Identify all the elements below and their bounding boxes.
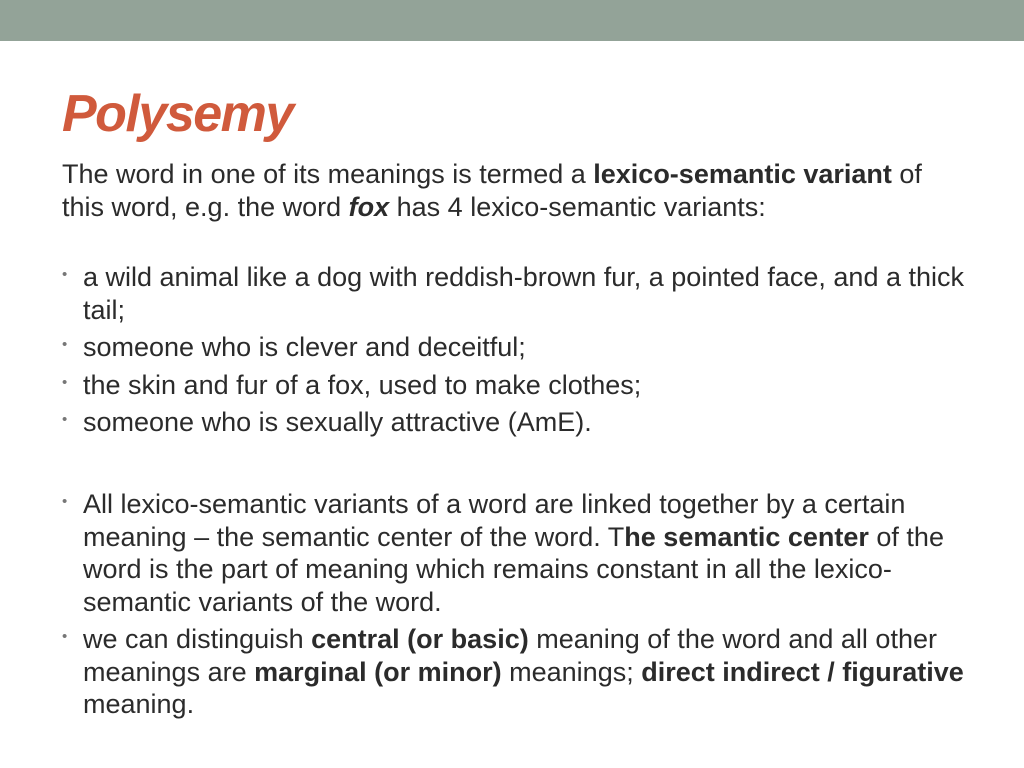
list-item-text: someone who is sexually attractive (AmE). [83, 407, 592, 437]
list-item [62, 261, 982, 326]
bullet-icon: • [62, 628, 68, 645]
list-item [62, 488, 982, 618]
bullet-icon: • [62, 493, 68, 510]
list-item-text: the skin and fur of a fox, used to make clothes; [83, 369, 642, 400]
list-item-text: of the word is the part of meaning which remains constant in all the lexico-semantic variants of the word. [83, 521, 944, 617]
semantic-center-list [62, 488, 982, 726]
list-item-text: we can distinguish [83, 624, 312, 654]
intro-paragraph [62, 158, 962, 223]
term-direct-figurative: direct indirect / figurative [641, 656, 964, 687]
fox-variants-list [62, 261, 982, 444]
list-item [62, 623, 982, 721]
list-item-text: All lexico-semantic variants of a word are linked together by a certain meaning – the semantic center of the word. T [83, 489, 906, 552]
list-item-text: someone who is clever and deceitful; [83, 332, 526, 362]
term-central-meaning: central (or basic) [311, 624, 529, 654]
term-fox: fox [348, 191, 390, 222]
bullet-icon: • [62, 411, 68, 428]
list-item [62, 331, 982, 364]
list-item-text: meaning of the word and all other meanings are [83, 624, 937, 687]
intro-text-1: The word in one of its meanings is termed a [62, 159, 594, 189]
term-marginal-meaning: marginal (or minor) [254, 656, 502, 687]
bullet-icon: • [62, 373, 68, 391]
top-banner [0, 0, 1024, 41]
intro-text-3: has 4 lexico-semantic variants: [389, 191, 766, 222]
list-item-text: meanings; [501, 656, 642, 687]
bullet-icon: • [62, 266, 68, 283]
list-item [62, 406, 982, 439]
intro-text-2: of this word, e.g. the word [62, 159, 922, 222]
bullet-icon: • [62, 336, 68, 353]
term-semantic-center: he semantic center [624, 521, 869, 552]
term-lexico-semantic-variant: lexico-semantic variant [593, 159, 892, 189]
list-item [62, 369, 982, 402]
slide-title: Polysemy [62, 85, 293, 143]
list-item-text: a wild animal like a dog with reddish-brown fur, a pointed face, and a thick tail; [83, 262, 964, 325]
list-item-text: meaning. [83, 689, 195, 719]
